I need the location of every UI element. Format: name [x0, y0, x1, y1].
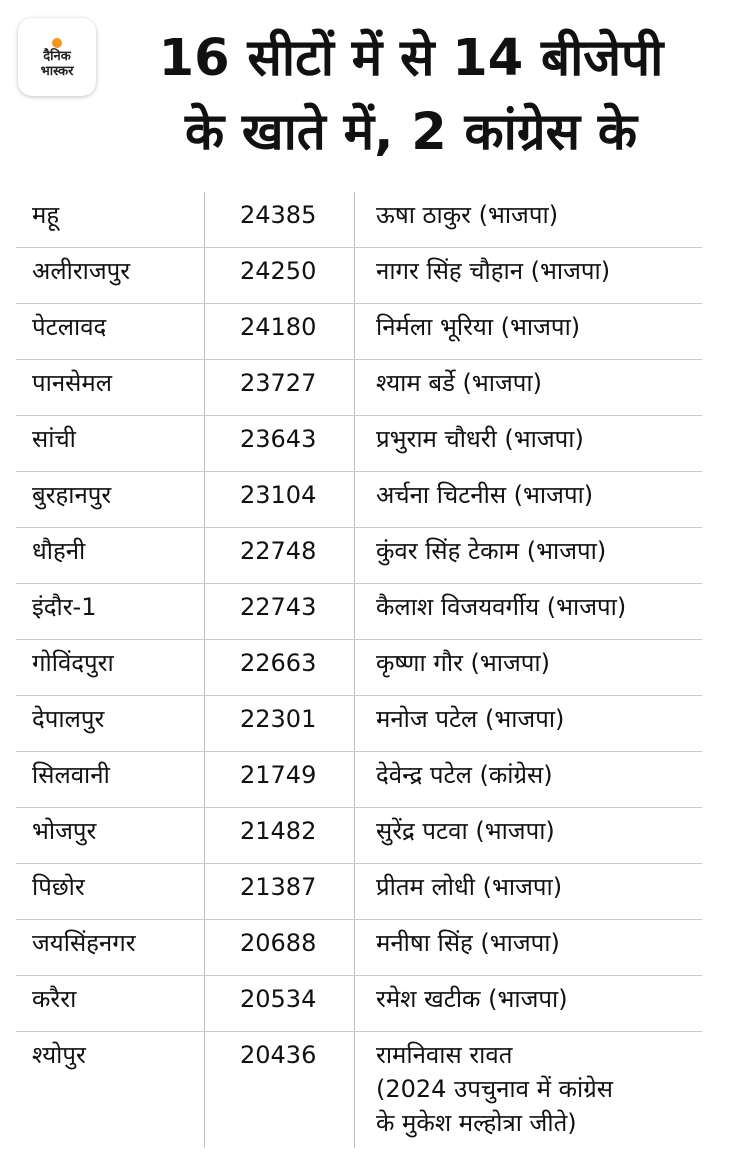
- winner-name: रामनिवास रावत: [376, 1041, 513, 1069]
- seat-name: अलीराजपुर: [32, 257, 131, 285]
- win-margin: 22663: [240, 649, 317, 677]
- logo-text-line1: दैनिक: [43, 49, 71, 64]
- winner-name: प्रभुराम चौधरी (भाजपा): [376, 425, 584, 453]
- winner-note-line1: (2024 उपचुनाव में कांग्रेस: [376, 1075, 613, 1103]
- table-row: [16, 752, 702, 808]
- table-row: [16, 920, 702, 976]
- table-row: [16, 1032, 702, 1168]
- winner-name: प्रीतम लोधी (भाजपा): [376, 873, 563, 901]
- winner-name: देवेन्द्र पटेल (कांग्रेस): [376, 761, 553, 789]
- table-row: [16, 584, 702, 640]
- results-table: [16, 192, 702, 1168]
- table-row: [16, 416, 702, 472]
- winner-name: अर्चना चिटनीस (भाजपा): [376, 481, 594, 509]
- winner-name: रमेश खटीक (भाजपा): [376, 985, 568, 1013]
- seat-name: जयसिंहनगर: [32, 929, 136, 957]
- table-row: [16, 808, 702, 864]
- table-row: [16, 640, 702, 696]
- win-margin: 24385: [240, 201, 317, 229]
- winner-name: सुरेंद्र पटवा (भाजपा): [376, 817, 555, 845]
- winner-name: निर्मला भूरिया (भाजपा): [376, 313, 581, 341]
- seat-name: सिलवानी: [32, 761, 110, 789]
- table-row: [16, 864, 702, 920]
- logo-text-line2: भास्कर: [40, 64, 74, 79]
- win-margin: 20688: [240, 929, 317, 957]
- seat-name: पिछोर: [32, 873, 85, 901]
- win-margin: 21387: [240, 873, 317, 901]
- win-margin: 22743: [240, 593, 317, 621]
- title-line2: के खाते में, 2 कांग्रेस के: [184, 103, 638, 162]
- win-margin: 21749: [240, 761, 317, 789]
- seat-name: पेटलावद: [32, 313, 107, 341]
- win-margin: 22748: [240, 537, 317, 565]
- dainik-bhaskar-logo: [18, 18, 96, 96]
- table-row: [16, 528, 702, 584]
- seat-name: महू: [32, 201, 60, 229]
- table-row: [16, 976, 702, 1032]
- table-row: [16, 192, 702, 248]
- win-margin: 23104: [240, 481, 317, 509]
- winner-name: कैलाश विजयवर्गीय (भाजपा): [376, 593, 627, 621]
- table-row: [16, 472, 702, 528]
- table-row: [16, 304, 702, 360]
- logo-sun-dot-icon: [52, 38, 62, 48]
- seat-name: श्योपुर: [32, 1041, 86, 1069]
- winner-name: नागर सिंह चौहान (भाजपा): [376, 257, 611, 285]
- winner-name: कुंवर सिंह टेकाम (भाजपा): [376, 537, 607, 565]
- win-margin: 24180: [240, 313, 317, 341]
- winner-name: कृष्णा गौर (भाजपा): [376, 649, 550, 677]
- win-margin: 20436: [240, 1041, 317, 1069]
- win-margin: 20534: [240, 985, 317, 1013]
- table-row: [16, 248, 702, 304]
- winner-name: श्याम बर्डे (भाजपा): [376, 369, 542, 397]
- table-row: [16, 696, 702, 752]
- title-line1: 16 सीटों में से 14 बीजेपी: [158, 29, 664, 88]
- seat-name: गोविंदपुरा: [32, 649, 114, 677]
- winner-name: ऊषा ठाकुर (भाजपा): [376, 201, 559, 229]
- win-margin: 22301: [240, 705, 317, 733]
- seat-name: सांची: [32, 425, 76, 453]
- seat-name: इंदौर-1: [32, 593, 97, 621]
- table-row: [16, 360, 702, 416]
- winner-note-line2: के मुकेश मल्होत्रा जीते): [376, 1109, 577, 1137]
- seat-name: करैरा: [32, 985, 77, 1013]
- seat-name: बुरहानपुर: [32, 481, 112, 509]
- seat-name: धौहनी: [32, 537, 86, 565]
- header: [0, 0, 730, 190]
- win-margin: 23643: [240, 425, 317, 453]
- winner-name: मनीषा सिंह (भाजपा): [376, 929, 560, 957]
- win-margin: 23727: [240, 369, 317, 397]
- win-margin: 21482: [240, 817, 317, 845]
- page-title: [106, 22, 716, 170]
- seat-name: देपालपुर: [32, 705, 105, 733]
- winner-name: मनोज पटेल (भाजपा): [376, 705, 565, 733]
- winner-cell: [376, 1032, 702, 1140]
- seat-name: भोजपुर: [32, 817, 97, 845]
- win-margin: 24250: [240, 257, 317, 285]
- seat-name: पानसेमल: [32, 369, 113, 397]
